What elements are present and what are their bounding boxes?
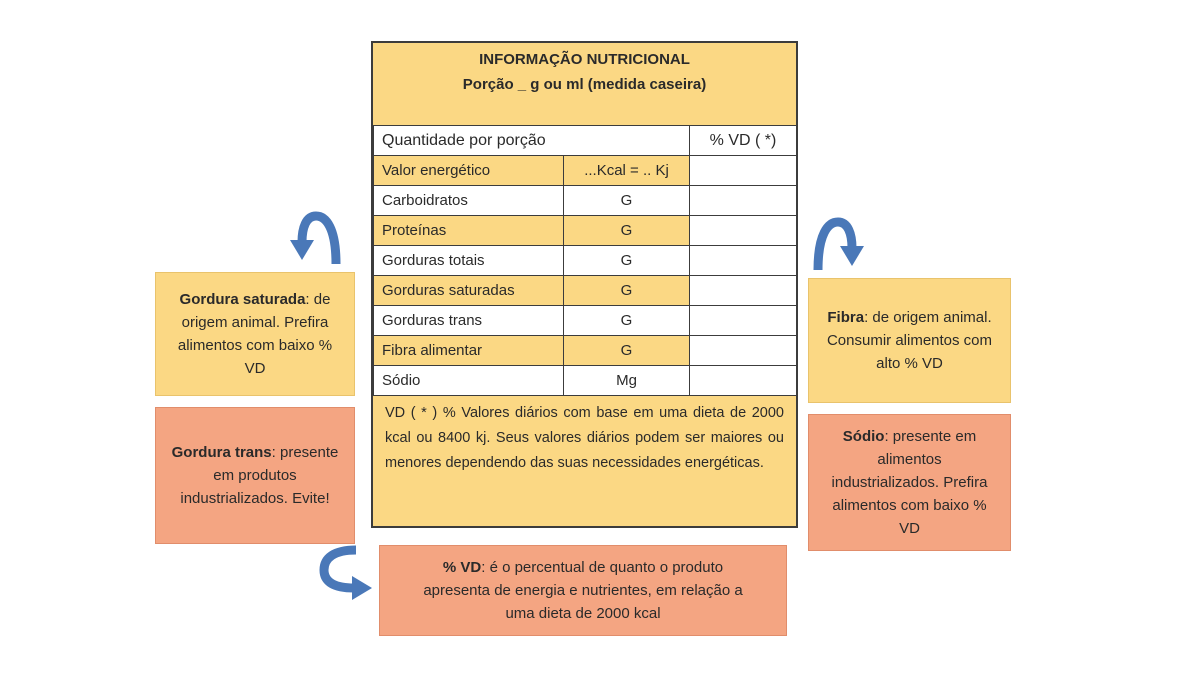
box-term: Gordura saturada <box>179 291 306 308</box>
nutrient-unit: G <box>564 246 690 276</box>
table-row <box>374 186 797 216</box>
nutrient-vd <box>690 336 797 366</box>
box-term: Gordura trans <box>171 444 272 461</box>
nutrient-name: Gorduras totais <box>374 246 564 276</box>
nutrient-vd <box>690 156 797 186</box>
box-text: : presente em alimentos industrializados. Prefira alimentos com baixo % VD <box>831 428 988 537</box>
box-text: : de origem animal. Prefira alimentos com baixo % VD <box>177 291 333 377</box>
curved-arrow-bottom-icon <box>316 544 378 600</box>
nutrient-vd <box>690 306 797 336</box>
header-quantity: Quantidade por porção <box>374 126 690 156</box>
curved-arrow-left-icon <box>288 208 348 266</box>
box-term: Fibra <box>827 309 865 326</box>
nutrient-unit: G <box>564 216 690 246</box>
nutrition-table <box>373 125 797 396</box>
nutrient-name: Fibra alimentar <box>374 336 564 366</box>
nutrient-name: Proteínas <box>374 216 564 246</box>
nutrient-unit: G <box>564 306 690 336</box>
nutrient-unit: G <box>564 276 690 306</box>
nutrition-label <box>371 41 798 528</box>
nutrient-unit: G <box>564 336 690 366</box>
box-term: % VD <box>442 559 482 576</box>
box-text: : presente em produtos industrializados. Evite! <box>180 444 339 507</box>
table-row <box>374 276 797 306</box>
header-vd: % VD ( *) <box>690 126 797 156</box>
nutrient-unit: ...Kcal = .. Kj <box>564 156 690 186</box>
table-row <box>374 156 797 186</box>
fiber-box <box>808 278 1011 403</box>
label-footnote: VD ( * ) % Valores diários com base em uma dieta de 2000 kcal ou 8400 kj. Seus valores diários podem ser maiores ou menores dependendo das suas necessidades energéticas. <box>385 405 784 471</box>
nutrient-name: Carboidratos <box>374 186 564 216</box>
nutrient-vd <box>690 276 797 306</box>
table-row <box>374 306 797 336</box>
nutrient-vd <box>690 366 797 396</box>
nutrient-name: Valor energético <box>374 156 564 186</box>
box-term: Sódio <box>842 428 885 445</box>
label-subtitle: Porção _ g ou ml (medida caseira) <box>462 76 707 93</box>
saturated-fat-box <box>155 272 355 396</box>
curved-arrow-right-icon <box>808 214 870 272</box>
trans-fat-box <box>155 407 355 544</box>
label-title: INFORMAÇÃO NUTRICIONAL <box>479 51 690 68</box>
table-row <box>374 366 797 396</box>
box-text: : de origem animal. Consumir alimentos com alto % VD <box>826 309 993 372</box>
table-row <box>374 246 797 276</box>
nutrient-vd <box>690 186 797 216</box>
label-header <box>373 43 796 125</box>
box-text: : é o percentual de quanto o produto apresenta de energia e nutrientes, em relação a uma dieta de 2000 kcal <box>423 559 743 622</box>
nutrient-name: Sódio <box>374 366 564 396</box>
sodium-box <box>808 414 1011 551</box>
table-row <box>374 336 797 366</box>
nutrient-name: Gorduras saturadas <box>374 276 564 306</box>
nutrient-name: Gorduras trans <box>374 306 564 336</box>
table-row <box>374 216 797 246</box>
nutrient-vd <box>690 216 797 246</box>
nutrient-unit: Mg <box>564 366 690 396</box>
nutrient-unit: G <box>564 186 690 216</box>
table-header-row <box>374 126 797 156</box>
nutrient-vd <box>690 246 797 276</box>
vd-box <box>379 545 787 636</box>
